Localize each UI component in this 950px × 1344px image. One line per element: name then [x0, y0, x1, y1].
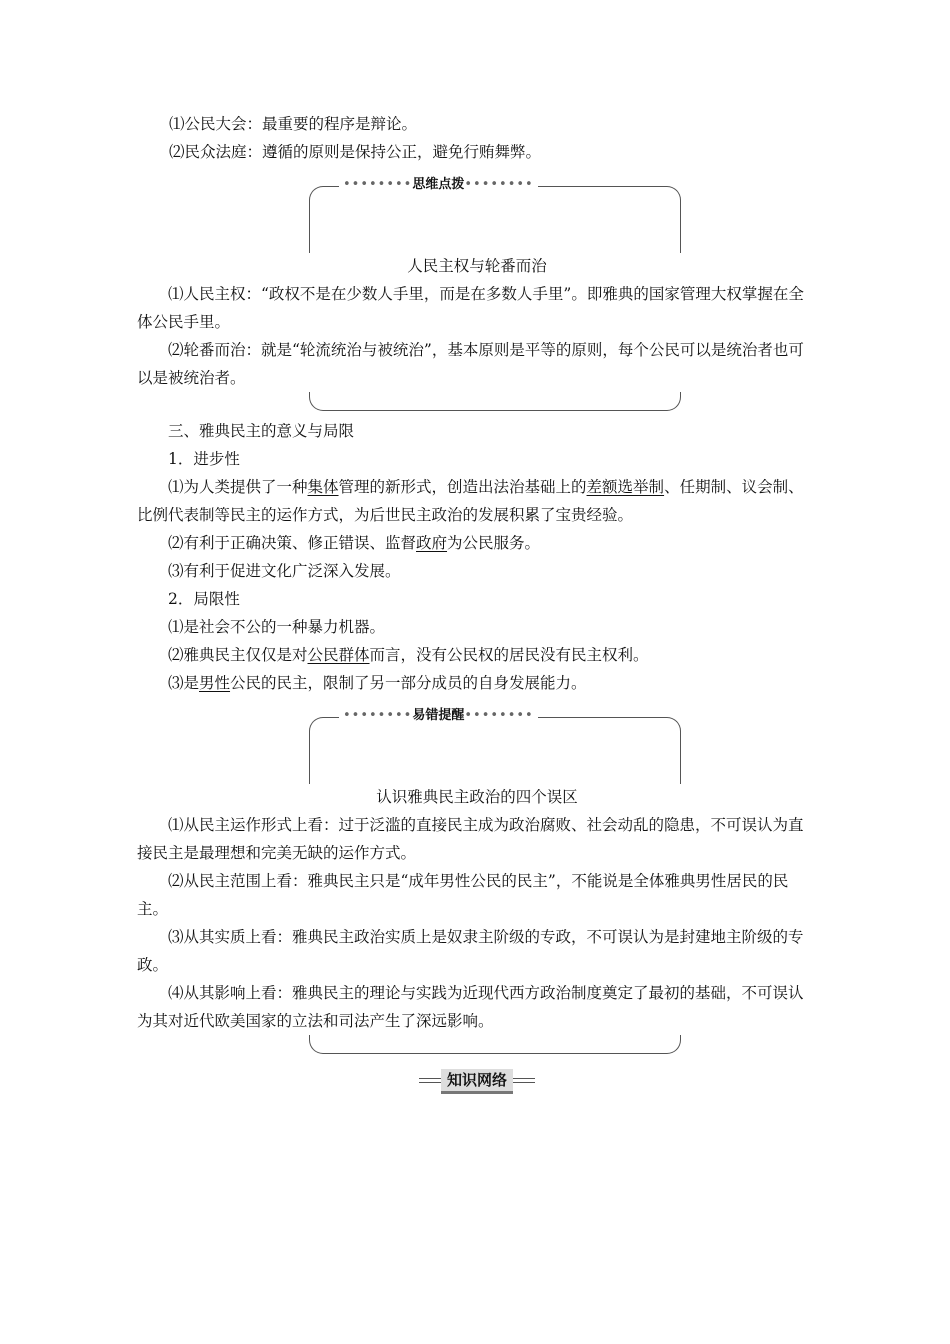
box-tag: ••••••••易错提醒•••••••• [339, 703, 538, 729]
section-label: 知识网络 [441, 1069, 513, 1094]
box-bottom-frame [309, 392, 681, 411]
box-paragraph: ⑵轮番而治：就是“轮流统治与被统治”，基本原则是平等的原则，每个公民可以是统治者也可以是被统治者。 [137, 341, 804, 387]
progress-item-3: ⑶有利于促进文化广泛深入发展。 [168, 562, 401, 580]
document-page [137, 110, 817, 1094]
box-paragraph: ⑴从民主运作形式上看：过于泛滥的直接民主成为政治腐败、社会动乱的隐患，不可误认为直接民主是最理想和完美无缺的运作方式。 [137, 816, 804, 862]
knowledge-network-heading [137, 1066, 817, 1094]
section-heading: 三、雅典民主的意义与局限 [168, 422, 355, 440]
subheading-limitation: 2．局限性 [168, 590, 240, 608]
error-warning-box [137, 703, 817, 1054]
subheading-progress: 1．进步性 [168, 450, 240, 468]
box-title: 人民主权与轮番而治 [407, 257, 547, 275]
box-bottom-frame [309, 1035, 681, 1054]
section-three [137, 417, 817, 697]
box-paragraph: ⑶从其实质上看：雅典民主政治实质上是奴隶主阶级的专政，不可误认为是封建地主阶级的专政。 [137, 928, 804, 974]
box-paragraph: ⑴人民主权：“政权不是在少数人手里，而是在多数人手里”。即雅典的国家管理大权掌握在全体公民手里。 [137, 285, 804, 331]
progress-item-1: ⑴为人类提供了一种集体管理的新形式，创造出法治基础上的差额选举制、任期制、议会制、比例代表制等民主的运作方式，为后世民主政治的发展积累了宝贵经验。 [137, 478, 804, 524]
intro-line-2: ⑵民众法庭：遵循的原则是保持公正，避免行贿舞弊。 [169, 143, 542, 161]
box-top-frame [309, 172, 679, 252]
box-tag: ••••••••思维点拨•••••••• [339, 172, 538, 198]
limitation-item-3: ⑶是男性公民的民主，限制了另一部分成员的自身发展能力。 [168, 674, 587, 692]
intro-line-1: ⑴公民大会：最重要的程序是辩论。 [169, 115, 418, 133]
limitation-item-1: ⑴是社会不公的一种暴力机器。 [168, 618, 386, 636]
progress-item-2: ⑵有利于正确决策、修正错误、监督政府为公民服务。 [168, 534, 541, 552]
box-title: 认识雅典民主政治的四个误区 [376, 788, 578, 806]
box-paragraph: ⑵从民主范围上看：雅典民主只是“成年男性公民的民主”，不能说是全体雅典男性居民的民主。 [137, 872, 789, 918]
box-paragraph: ⑷从其影响上看：雅典民主的理论与实践为近现代西方政治制度奠定了最初的基础，不可误认为其对近代欧美国家的立法和司法产生了深远影响。 [137, 984, 804, 1030]
thinking-tip-box [137, 172, 817, 411]
box-top-frame [309, 703, 679, 783]
limitation-item-2: ⑵雅典民主仅仅是对公民群体而言，没有公民权的居民没有民主权利。 [168, 646, 649, 664]
